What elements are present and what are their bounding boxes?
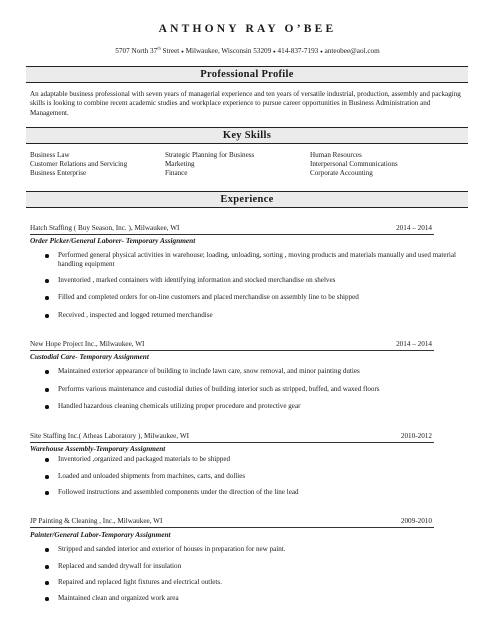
skill-item: Business Law: [30, 151, 70, 159]
skill-item: Corporate Accounting: [310, 169, 373, 178]
bullet-icon: [45, 314, 49, 318]
skill-item: Customer Relations and Servicing: [30, 160, 128, 169]
bullet-icon: [45, 458, 49, 462]
duty-item: Loaded and unloaded shipments from machines, carts, and dollies: [45, 472, 470, 481]
job-divider: [30, 350, 434, 351]
skills-column-3: [310, 151, 398, 179]
skills-column-1: [30, 151, 127, 179]
skill-item: Human Resources: [310, 151, 362, 159]
skill-item: Finance: [165, 169, 188, 178]
bullet-icon: [45, 548, 49, 552]
bullet-icon: [45, 581, 49, 585]
contact-line: [0, 47, 495, 55]
bullet-icon: [45, 388, 49, 392]
street-address: 5707 North 37th Street: [115, 45, 180, 55]
skills-heading: Key Skills: [26, 127, 468, 144]
duty-item: Inventoried , marked containers with identifying information and stocked merchandise on shelves: [45, 276, 470, 285]
job-divider: [30, 527, 434, 528]
duty-item: Filled and completed orders for on-line customers and placed merchandise on assembly line to be shipped: [45, 293, 470, 302]
job-header: [30, 517, 432, 525]
phone-number: 414-837-7193: [277, 47, 319, 55]
duty-item: Maintained exterior appearance of building to include lawn care, snow removal, and minor painting duties: [45, 367, 470, 376]
skills-column-2: [165, 151, 254, 179]
duty-item: Stripped and sanded interior and exterior of houses in preparation for new paint.: [45, 545, 470, 554]
job-title: Custodial Care- Temporary Assignment: [30, 352, 149, 361]
duty-item: Followed instructions and assembled components under the direction of the line lead: [45, 488, 470, 497]
separator-dot: ●: [320, 48, 323, 54]
skill-item: Marketing: [165, 160, 195, 169]
applicant-name: ANTHONY RAY O’BEE: [158, 23, 337, 35]
job-header: [30, 224, 432, 232]
bullet-icon: [45, 475, 49, 479]
duty-item: Replaced and sanded drywall for insulation: [45, 562, 470, 571]
bullet-icon: [45, 597, 49, 601]
job-divider: [30, 234, 434, 235]
experience-heading: Experience: [26, 191, 468, 208]
job-dates: 2014 – 2014: [396, 340, 432, 348]
duty-item: Received , inspected and logged returned merchandise: [45, 311, 470, 320]
bullet-icon: [45, 491, 49, 495]
job-title: Warehouse Assembly-Temporary Assignment: [30, 444, 166, 453]
job-title: Painter/General Labor-Temporary Assignment: [30, 530, 171, 539]
skill-item: Interpersonal Communications: [310, 160, 398, 169]
separator-dot: ●: [181, 48, 184, 54]
job-header: [30, 340, 432, 348]
skill-item: Strategic Planning for Business: [165, 151, 255, 159]
bullet-icon: [45, 565, 49, 569]
job-title: Order Picker/General Laborer- Temporary Assignment: [30, 236, 196, 245]
company-name: New Hope Project Inc., Milwaukee, WI: [30, 340, 145, 348]
duty-item: Performed general physical activities in warehouse; loading, unloading, sorting , moving products and materials manually and used material handling equipment: [45, 251, 470, 270]
company-name: Hatch Staffing ( Buy Season, Inc. ), Milwaukee, WI: [30, 224, 180, 232]
duty-item: Performs various maintenance and custodial duties of building interior such as stripped, buffed, and waxed floors: [45, 385, 470, 394]
bullet-icon: [45, 279, 49, 283]
bullet-icon: [45, 405, 49, 409]
job-dates: 2009-2010: [400, 517, 432, 525]
bullet-icon: [45, 296, 49, 300]
duty-item: Repaired and replaced light fixtures and electrical outlets.: [45, 578, 470, 587]
bullet-icon: [45, 254, 49, 258]
city-state-zip: Milwaukee, Wisconsin 53209: [185, 47, 272, 55]
duty-item: Inventoried ,organized and packaged materials to be shipped: [45, 455, 470, 464]
company-name: Site Staffing Inc.( Atheas Laboratory ), Milwaukee, WI: [30, 432, 190, 440]
profile-heading: Professional Profile: [26, 66, 468, 83]
bullet-icon: [45, 370, 49, 374]
job-header: [30, 432, 432, 440]
email-address: anteobee@aol.com: [324, 47, 380, 55]
company-name: JP Painting & Cleaning , Inc., Milwaukee, WI: [30, 517, 163, 525]
separator-dot: ●: [273, 48, 276, 54]
duty-item: Maintained clean and organized work area: [45, 594, 470, 603]
profile-text: An adaptable business professional with seven years of managerial experience and ten years of versatile industrial, production, assembly and packaging skills is looking to combine recent academic studies and workplace experience to pursue career opportunities in Business Administration and Management.: [30, 90, 461, 117]
duty-item: Handled hazardous cleaning chemicals utilizing proper procedure and protective gear: [45, 402, 470, 411]
job-dates: 2014 – 2014: [396, 224, 432, 232]
job-divider: [30, 442, 434, 443]
job-dates: 2010-2012: [400, 432, 432, 440]
skill-item: Business Enterprise: [30, 169, 87, 178]
